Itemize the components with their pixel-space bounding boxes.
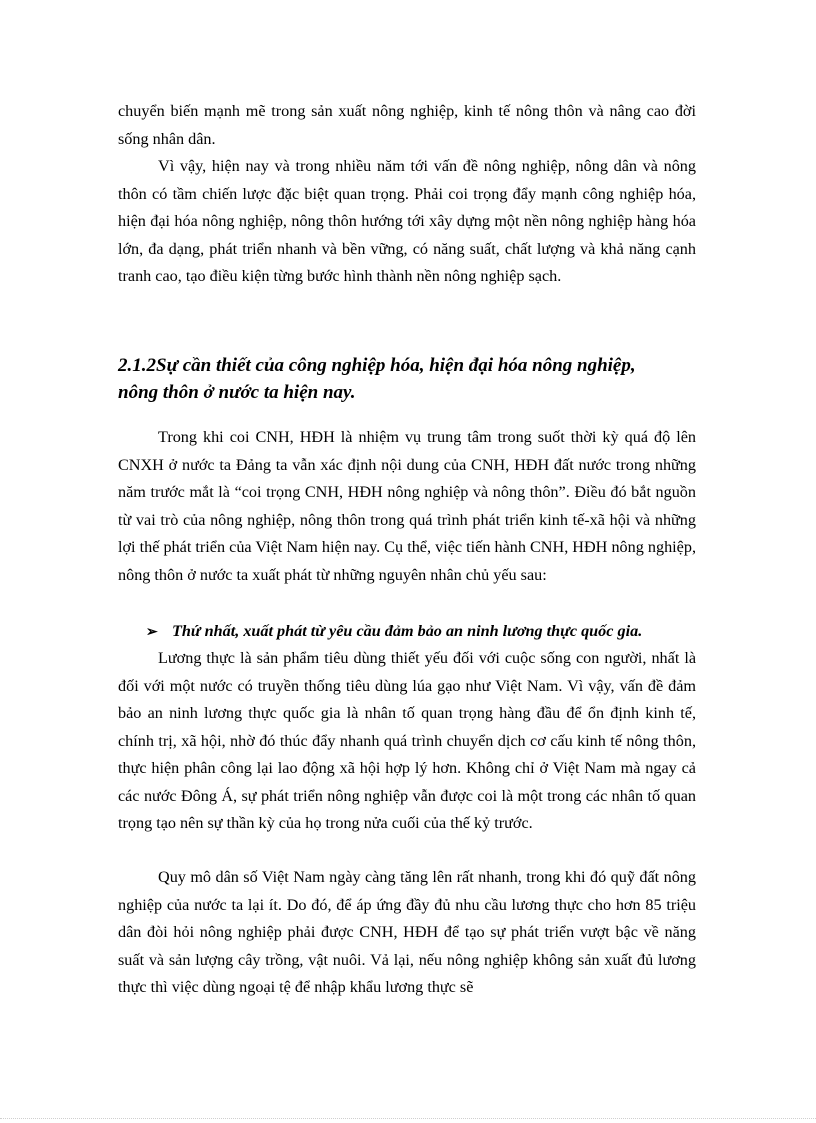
paragraph-population: Quy mô dân số Việt Nam ngày càng tăng lên rất nhanh, trong khi đó quỹ đất nông nghiệp của nước ta lại ít. Do đó, để áp ứng đầy đủ nhu cầu lương thực cho hơn 85 triệu dân đòi hỏi nông nghiệp phải được CNH, HĐH để tạo sự phát triển vượt bậc về năng suất và sản lượng cây trồng, vật nuôi. Vả lại, nếu nông nghiệp không sản xuất đủ lương thực thì việc dùng ngoại tệ để nhập khẩu lương thực sẽ [118,868,696,996]
paragraph-continuation: chuyển biến mạnh mẽ trong sản xuất nông nghiệp, kinh tế nông thôn và nâng cao đời sống nhân dân. [118,102,696,148]
section-heading-line1: 2.1.2Sự cần thiết của công nghiệp hóa, hiện đại hóa nông nghiệp, [118,355,636,376]
paragraph-intro: Trong khi coi CNH, HĐH là nhiệm vụ trung tâm trong suốt thời kỳ quá độ lên CNXH ở nước ta Đảng ta vẫn xác định nội dung của CNH, HĐH đất nước trong những năm trước mắt là “coi trọng CNH, HĐH nông nghiệp và nông thôn”. Điều đó bắt nguồn từ vai trò của nông nghiệp, nông thôn trong quá trình phát triển kinh tế-xã hội và những lợi thế phát triển của Việt Nam hiện nay. Cụ thể, việc tiến hành CNH, HĐH nông nghiệp, nông thôn ở nước ta xuất phát từ những nguyên nhân chủ yếu sau: [118,428,696,584]
arrow-bullet-icon: ➢ [146,625,158,640]
bullet-item-first [146,618,642,647]
page-bottom-divider [0,1118,816,1119]
section-heading-line2: nông thôn ở nước ta hiện nay. [118,382,356,403]
section-heading [118,352,718,406]
paragraph-strategy: Vì vậy, hiện nay và trong nhiều năm tới vấn đề nông nghiệp, nông dân và nông thôn có tầm chiến lược đặc biệt quan trọng. Phải coi trọng đẩy mạnh công nghiệp hóa, hiện đại hóa nông nghiệp, nông thôn hướng tới xây dựng một nền nông nghiệp hàng hóa lớn, đa dạng, phát triển nhanh và bền vững, có năng suất, chất lượng và khả năng cạnh tranh cao, tạo điều kiện từng bước hình thành nền nông nghiệp sạch. [118,157,696,285]
bullet-text: Thứ nhất, xuất phát từ yêu cầu đảm bảo an ninh lương thực quốc gia. [172,622,643,640]
paragraph-food-security: Lương thực là sản phẩm tiêu dùng thiết yếu đối với cuộc sống con người, nhất là đối với một nước có truyền thống tiêu dùng lúa gạo như Việt Nam. Vì vậy, vấn đề đảm bảo an ninh lương thực quốc gia là nhân tố quan trọng hàng đầu để ổn định kinh tế, chính trị, xã hội, nhờ đó thúc đẩy nhanh quá trình chuyển dịch cơ cấu kinh tế nông thôn, thực hiện phân công lại lao động xã hội hợp lý hơn. Không chỉ ở Việt Nam mà ngay cả các nước Đông Á, sự phát triển nông nghiệp vẫn được coi là một trong các nhân tố quan trọng tạo nên sự thần kỳ của họ trong nửa cuối của thế kỷ trước. [118,649,696,832]
